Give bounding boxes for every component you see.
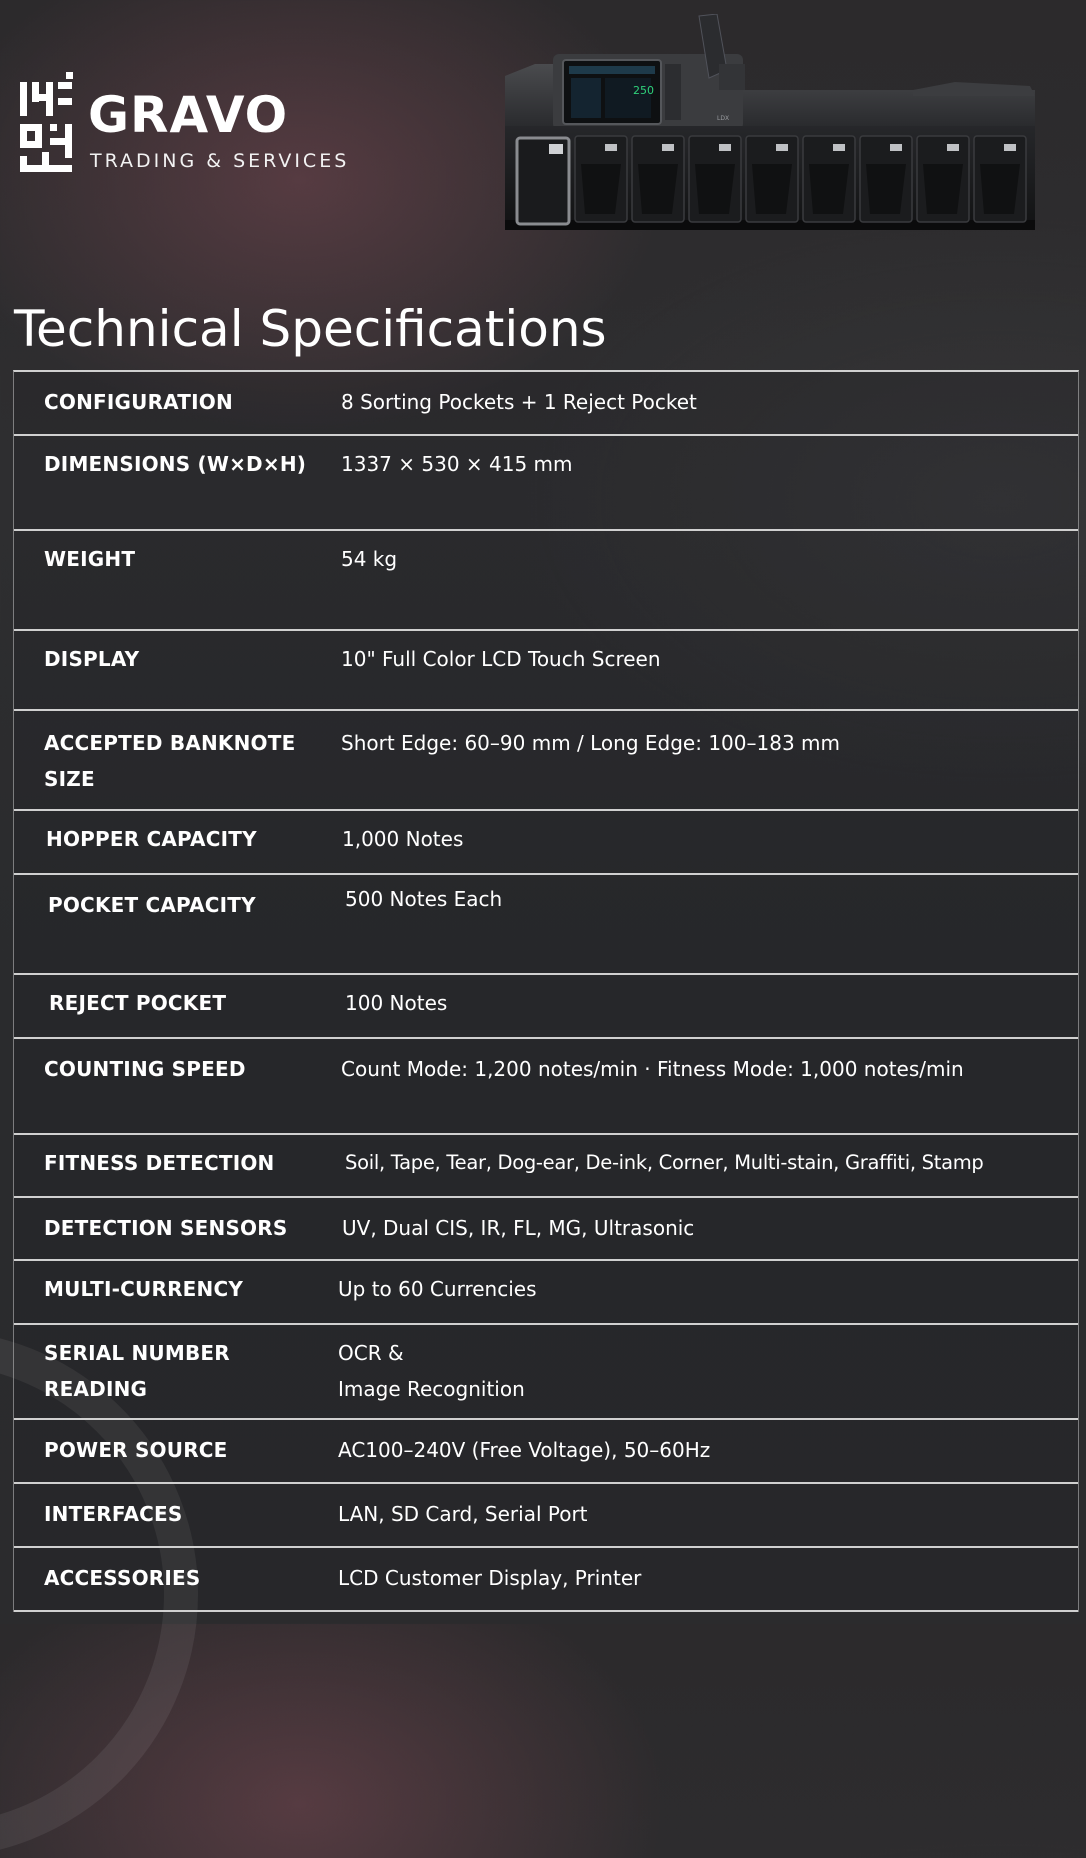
machine-pocket-slot [581, 164, 621, 214]
spec-value: LAN, SD Card, Serial Port [338, 1502, 588, 1526]
spec-value: Soil, Tape, Tear, Dog-ear, De-ink, Corner, Multi-stain, Graffiti, Stamp [345, 1151, 984, 1174]
spec-value: 54 kg [341, 547, 398, 571]
machine-pocket-slot [923, 164, 963, 214]
spec-row-banknote-size [14, 711, 1078, 811]
spec-label: REJECT POCKET [49, 991, 227, 1015]
machine-pocket-indicator [890, 144, 902, 151]
brand-name: GRAVO [88, 86, 289, 144]
spec-label: ACCESSORIES [44, 1566, 201, 1590]
spec-row-multi-currency [14, 1261, 1078, 1325]
spec-label: WEIGHT [44, 547, 136, 571]
machine-pocket-indicator [605, 144, 617, 151]
spec-row-dimensions [14, 436, 1078, 531]
spec-label: CONFIGURATION [44, 390, 233, 414]
spec-label: DIMENSIONS (W×D×H) [44, 452, 307, 476]
machine-pocket-indicator [776, 144, 788, 151]
spec-value: 1337 × 530 × 415 mm [341, 452, 573, 476]
brand-logo [20, 72, 400, 182]
spec-row-serial-number-reading [14, 1325, 1078, 1420]
spec-table [13, 370, 1079, 1612]
machine-pocket-slot [752, 164, 792, 214]
spec-label: DISPLAY [44, 647, 140, 671]
spec-row-interfaces [14, 1484, 1078, 1548]
spec-value: AC100–240V (Free Voltage), 50–60Hz [338, 1438, 711, 1462]
spec-value: LCD Customer Display, Printer [338, 1566, 642, 1590]
banknote-sorter-machine-image [505, 14, 1060, 236]
machine-pocket-indicator [719, 144, 731, 151]
spec-row-reject-pocket [14, 975, 1078, 1039]
spec-value: Up to 60 Currencies [338, 1277, 537, 1301]
machine-pocket-slot [695, 164, 735, 214]
spec-label: HOPPER CAPACITY [46, 827, 257, 851]
spec-value: UV, Dual CIS, IR, FL, MG, Ultrasonic [342, 1216, 695, 1240]
spec-value: 8 Sorting Pockets + 1 Reject Pocket [341, 390, 697, 414]
machine-pocket-slot [809, 164, 849, 214]
machine-pocket-indicator [662, 144, 674, 151]
machine-pocket-indicator [833, 144, 845, 151]
spec-row-power-source [14, 1420, 1078, 1484]
spec-label: ACCEPTED BANKNOTE SIZE [44, 731, 296, 791]
spec-label: INTERFACES [44, 1502, 183, 1526]
spec-label: MULTI-CURRENCY [44, 1277, 244, 1301]
spec-label: POWER SOURCE [44, 1438, 228, 1462]
spec-row-accessories [14, 1548, 1078, 1612]
spec-row-display [14, 631, 1078, 711]
spec-value: 100 Notes [345, 991, 448, 1015]
spec-row-configuration [14, 372, 1078, 436]
machine-pocket-indicator [1004, 144, 1016, 151]
spec-row-counting-speed [14, 1039, 1078, 1135]
spec-row-weight [14, 531, 1078, 631]
spec-row-fitness-detection [14, 1135, 1078, 1198]
machine-pocket-slot [980, 164, 1020, 214]
spec-value: 10" Full Color LCD Touch Screen [341, 647, 661, 671]
spec-value: Short Edge: 60–90 mm / Long Edge: 100–183 mm [341, 731, 840, 755]
machine-pocket-indicator [947, 144, 959, 151]
spec-label: FITNESS DETECTION [44, 1151, 275, 1175]
spec-value: Count Mode: 1,200 notes/min · Fitness Mode: 1,000 notes/min [341, 1057, 964, 1081]
machine-screen-reading: 250 [633, 84, 654, 97]
gravo-logo-mark-icon [20, 72, 76, 176]
brand-tagline: TRADING & SERVICES [90, 150, 350, 172]
spec-label: COUNTING SPEED [44, 1057, 246, 1081]
spec-row-hopper-capacity [14, 811, 1078, 875]
machine-pocket-slot [866, 164, 906, 214]
spec-value: 1,000 Notes [342, 827, 464, 851]
page-title: Technical Specifications [14, 299, 607, 358]
spec-value: 500 Notes Each [345, 887, 503, 911]
spec-label: DETECTION SENSORS [44, 1216, 288, 1240]
machine-badge-text: LDX [717, 115, 730, 122]
machine-pocket-slot [638, 164, 678, 214]
spec-value: OCR & Image Recognition [338, 1341, 525, 1401]
spec-label: SERIAL NUMBER READING [44, 1341, 230, 1401]
spec-label: POCKET CAPACITY [48, 893, 256, 917]
spec-row-pocket-capacity [14, 875, 1078, 975]
spec-row-detection-sensors [14, 1198, 1078, 1261]
